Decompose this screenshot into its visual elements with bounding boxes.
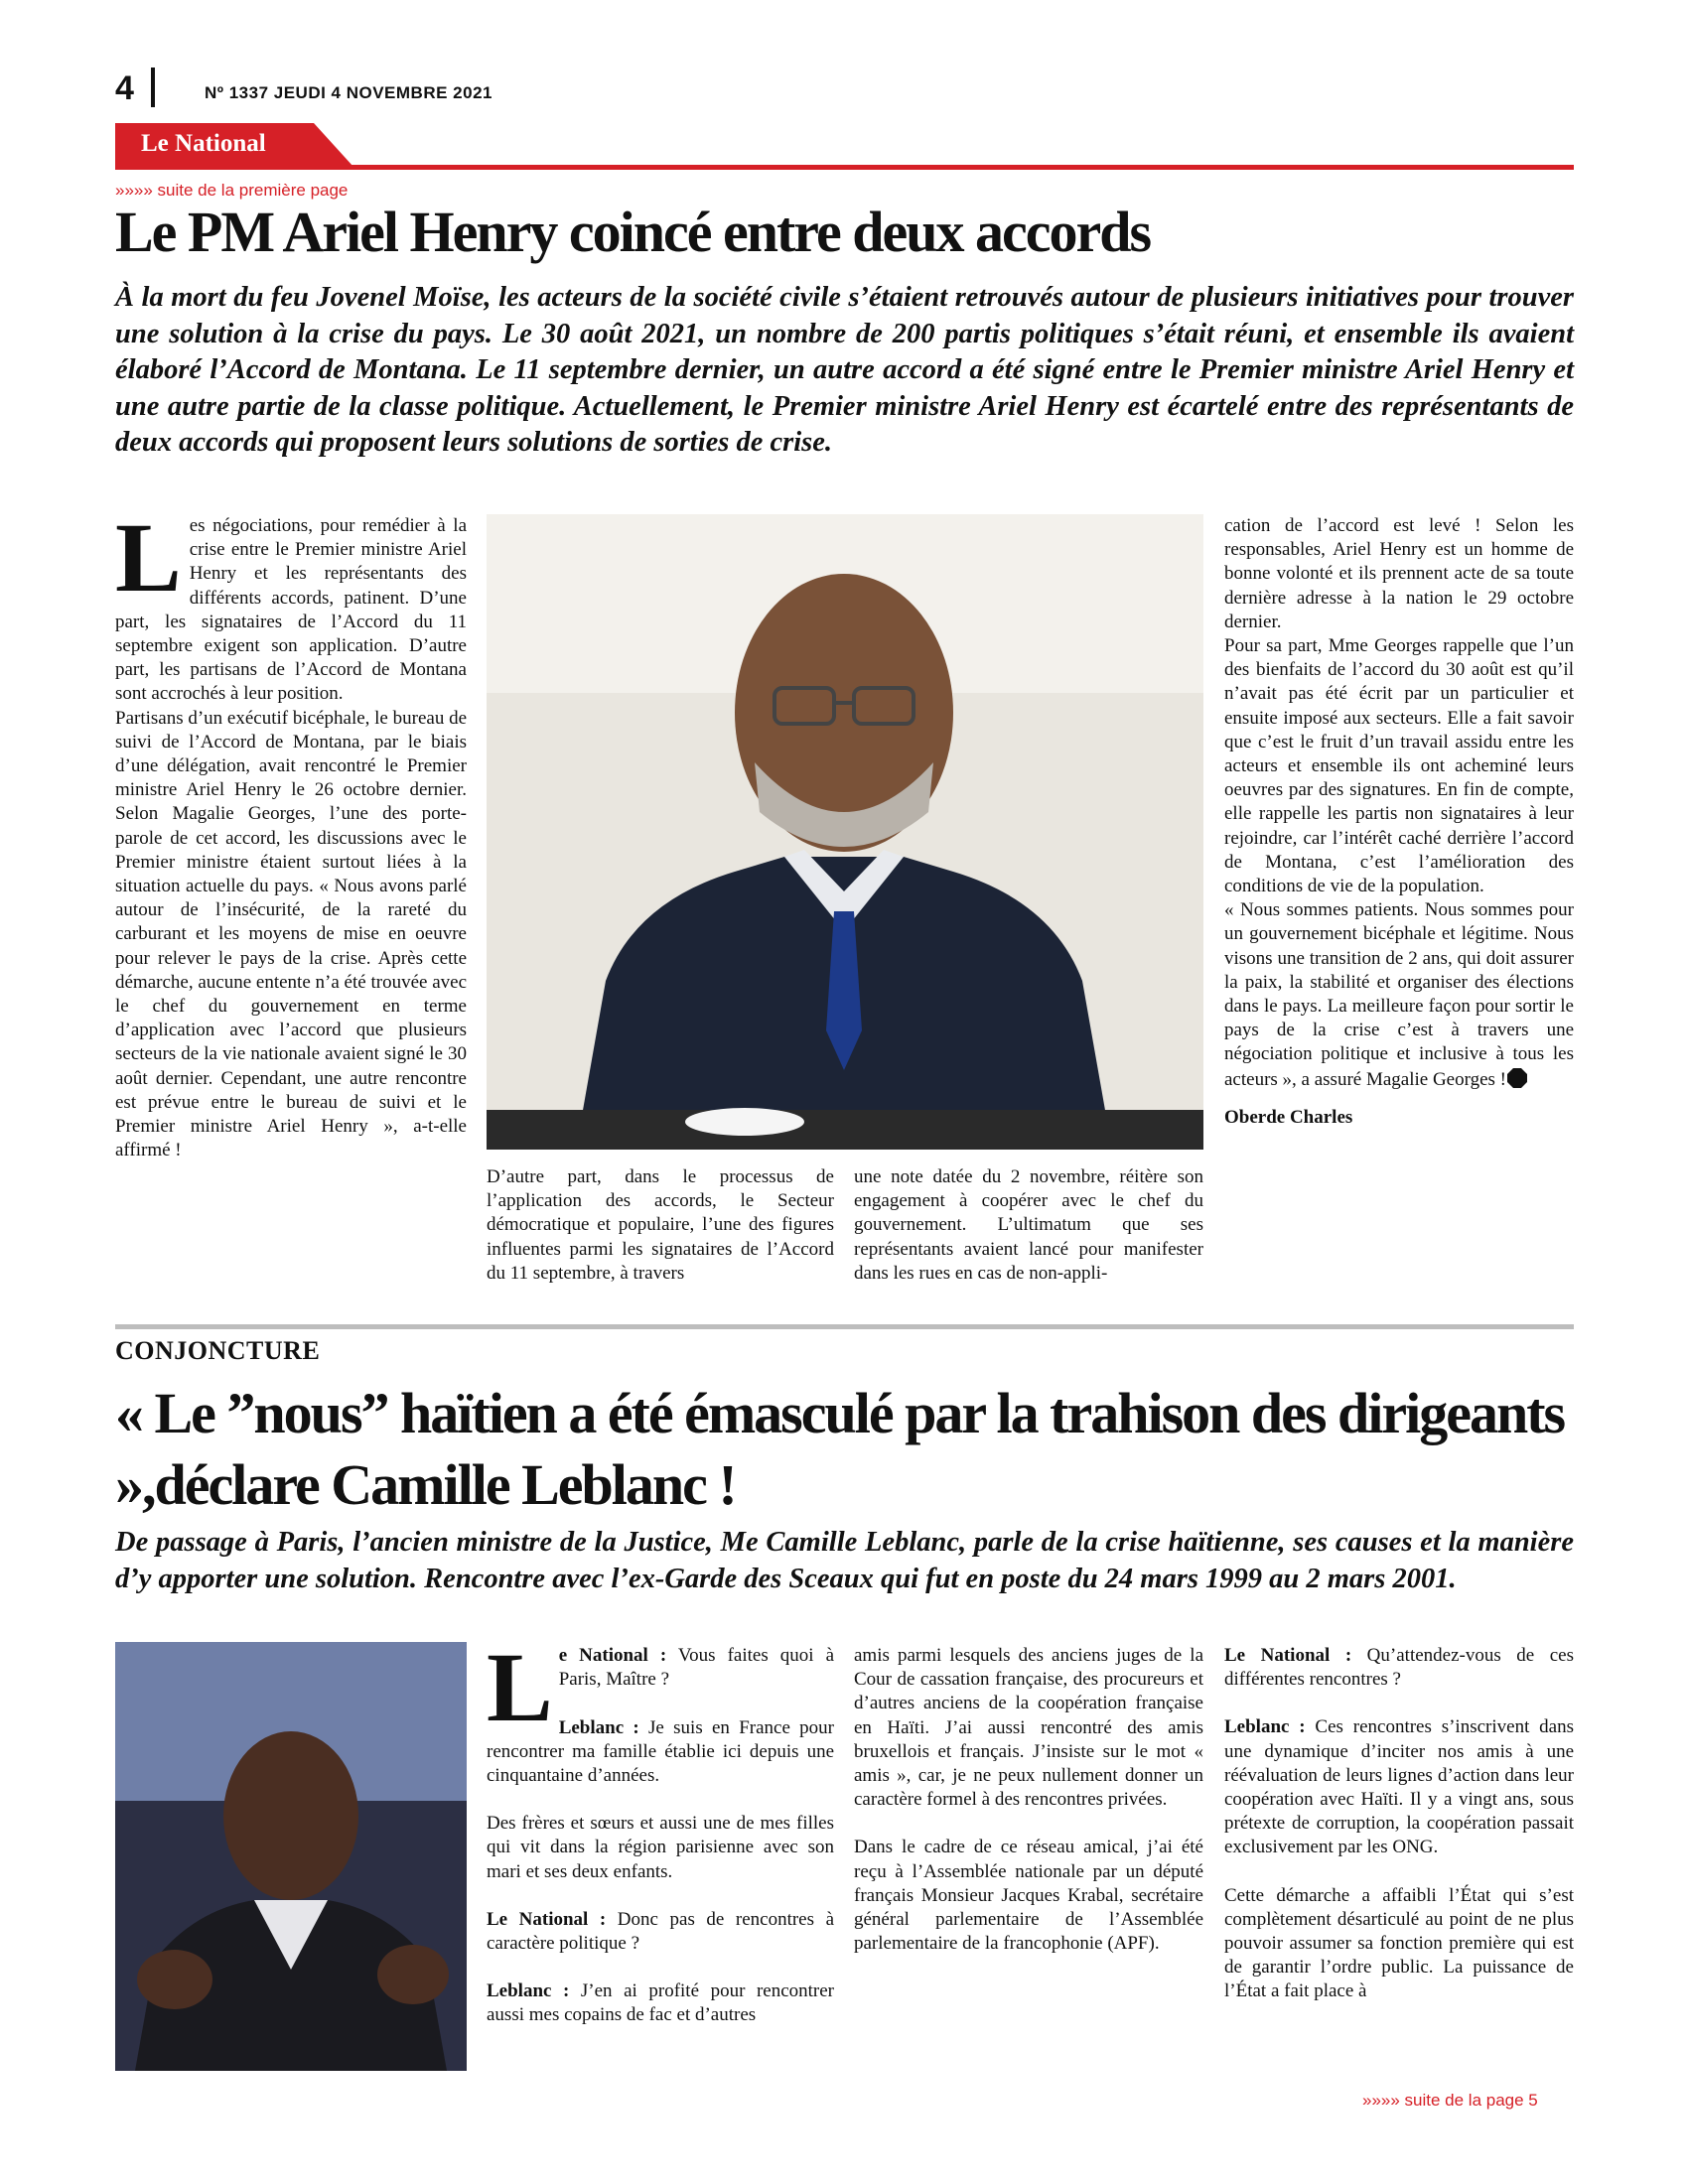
question-text: Donc pas de rencontres à caractère politique ? bbox=[487, 1908, 834, 1955]
answer-text: Je suis en France pour rencontrer ma famille établie ici depuis une cinquantaine d’années. bbox=[487, 1716, 834, 1787]
speaker-label: Le National : bbox=[1224, 1645, 1352, 1666]
article1-column-2b: une note datée du 2 novembre, réitère son engagement à coopérer avec le chef du gouvernement. L’ultimatum que ses représentants avaient lancé pour manifester dans les rues en cas de non-appli- bbox=[854, 1166, 1203, 1284]
header-rule bbox=[115, 165, 1574, 170]
continued-to-link[interactable]: »»»» suite de la page 5 bbox=[1362, 2091, 1538, 2110]
ariel-henry-photo bbox=[487, 514, 1203, 1150]
brand-label: Le National bbox=[141, 130, 266, 157]
article1-column-2a: D’autre part, dans le processus de l’application des accords, le Secteur démocratique et populaire, l’une des figures influentes parmi les signataires de l’Accord du 11 septembre, à travers bbox=[487, 1166, 834, 1284]
article2-column-1 bbox=[487, 1632, 835, 2052]
answer-text: Dans le cadre de ce réseau amical, j’ai été reçu à l’Assemblée nationale par un député français Monsieur Jacques Krabal, secrétaire général parlementaire de l’Assemblée parlementaire de la francophonie (APF). bbox=[854, 1837, 1203, 1955]
section-kicker: CONJONCTURE bbox=[115, 1336, 321, 1365]
question-text: Qu’attendez-vous de ces différentes rencontres ? bbox=[1224, 1645, 1574, 1691]
section-divider bbox=[115, 1324, 1574, 1329]
article2-column-3 bbox=[1224, 1644, 1574, 2028]
page-number-divider bbox=[151, 68, 155, 107]
issue-dateline: Nº 1337 JEUDI 4 NOVEMBRE 2021 bbox=[205, 83, 492, 102]
brand-tab-point bbox=[314, 123, 353, 167]
article1-paragraph: « Nous sommes patients. Nous sommes pour un gouvernement bicéphale et légitime. Nous visons une transition de 2 ans, qui doit assurer la paix, la stabilité et organiser des élections dans le pays. La meilleure façon pour sortir le pays de la crise c’est à travers une négociation politique et inclusive à tous les acteurs », a assuré Magalie Georges ! bbox=[1224, 899, 1574, 1090]
speaker-label: Le National : bbox=[487, 1908, 607, 1930]
article1-paragraph: es négociations, pour remédier à la crise entre le Premier ministre Ariel Henry et les représentants des différents accords, patinent. D’une part, les signataires de l’Accord du 11 septembre exigent son application. D’autre part, les partisans de l’Accord de Montana sont accrochés à leur position. bbox=[115, 515, 467, 705]
article1-column-1 bbox=[115, 502, 467, 1162]
speaker-label: Leblanc : bbox=[558, 1716, 639, 1738]
answer-text: Ces rencontres s’inscrivent dans une dynamique d’inciter nos amis à une réévaluation de leurs lignes d’action dans leur coopération avec Haïti. Il y a vingt ans, sous prétexte de corruption, la coopération passait exclusivement par les ONG. bbox=[1224, 1716, 1574, 1858]
question-text: Vous faites quoi à Paris, Maître ? bbox=[558, 1645, 834, 1691]
speaker-label: Leblanc : bbox=[1224, 1716, 1306, 1738]
speaker-label: Leblanc : bbox=[487, 1980, 570, 2002]
drop-cap: L bbox=[487, 1632, 553, 1742]
answer-text: Cette démarche a affaibli l’État qui s’est complètement désarticulé au point de ne plus pouvoir assumer sa fonction première qui est de garantir l’ordre public. La puissance de l’État a fait place à bbox=[1224, 1884, 1574, 2002]
article2-headline: « Le ”nous” haïtien a été émasculé par la trahison des dirigeants »,déclare Camille Leblanc ! bbox=[115, 1381, 1565, 1517]
drop-cap: L bbox=[115, 502, 182, 613]
answer-text: amis parmi lesquels des anciens juges de la Cour de cassation française, des procureurs et d’autres anciens de la coopération française en Haïti. J’ai aussi rencontré des amis bruxellois et français. J’insiste sur le mot « amis », car, je ne peux nullement donner un caractère formel à des rencontres privées. bbox=[854, 1645, 1203, 1811]
article1-paragraph: Pour sa part, Mme Georges rappelle que l’un des bienfaits de l’accord du 30 août est qu’il n’avait pas été écrit par un particulier et ensuite imposé aux secteurs. Elle a fait savoir que c’est le fruit d’un travail assidu entre les acteurs et ensemble ils ont acheminé leurs oeuvres par des signatures. En fin de compte, elle rappelle les partis non signataires à leur rejoindre, car l’intérêt caché derrière l’accord de Montana, c’est l’amélioration des conditions de vie de la population. bbox=[1224, 635, 1574, 897]
article1-paragraph: Partisans d’un exécutif bicéphale, le bureau de suivi de l’Accord de Montana, par le biais d’une délégation, avait rencontré le Premier ministre Ariel Henry le 26 octobre dernier. Selon Magalie Georges, l’une des porte-parole de cet accord, les discussions avec le Premier ministre étaient surtout liées à la situation actuelle du pays. « Nous avons parlé autour de l’insécurité, de la rareté du carburant et les moyens de mise en oeuvre pour relever le pays de la crise. Après cette démarche, aucune entente n’a été trouvée avec le chef du gouvernement en terme d’application avec l’accord que plusieurs secteurs de la vie nationale avaient signé le 30 août dernier. Cependant, une autre rencontre est prévue entre le bureau de suivi et le Premier ministre Ariel Henry », a-t-elle affirmé ! bbox=[115, 707, 467, 1161]
answer-text: J’en ai profité pour rencontrer aussi mes copains de fac et d’autres bbox=[487, 1980, 835, 2026]
continued-from-link[interactable]: »»»» suite de la première page bbox=[115, 181, 349, 200]
speaker-label: e National : bbox=[558, 1645, 667, 1666]
article1-paragraph: cation de l’accord est levé ! Selon les responsables, Ariel Henry est un homme de bonne volonté et ils prennent acte de sa toute dernière adresse à la nation le 29 octobre dernier. bbox=[1224, 515, 1574, 632]
article2-lead: De passage à Paris, l’ancien ministre de la Justice, Me Camille Leblanc, parle de la crise haïtienne, ses causes et la manière d’y apporter une solution. Rencontre avec l’ex-Garde des Sceaux qui fut en poste du 24 mars 1999 au 2 mars 2001. bbox=[115, 1527, 1574, 1594]
end-mark-icon bbox=[1506, 1067, 1528, 1089]
article1-column-3 bbox=[1224, 514, 1574, 1130]
page-number: 4 bbox=[115, 69, 134, 107]
camille-leblanc-photo bbox=[115, 1642, 467, 2071]
byline: Oberde Charles bbox=[1224, 1106, 1353, 1128]
article1-lead: À la mort du feu Jovenel Moïse, les acteurs de la société civile s’étaient retrouvés autour de plusieurs initiatives pour trouver une solution à la crise du pays. Le 30 août 2021, un nombre de 200 partis politiques s’était réuni, et ensemble ils avaient élaboré l’Accord de Montana. Le 11 septembre dernier, un autre accord a été signé entre le Premier ministre Ariel Henry et une autre partie de la classe politique. Actuellement, le Premier ministre Ariel Henry est écartelé entre des représentants de deux accords qui proposent leurs solutions de sorties de crise. bbox=[115, 282, 1574, 458]
answer-text: Des frères et sœurs et aussi une de mes filles qui vit dans la région parisienne avec son mari et ses deux enfants. bbox=[487, 1813, 834, 1882]
article1-headline: Le PM Ariel Henry coincé entre deux accords bbox=[115, 200, 1151, 264]
article2-column-2 bbox=[854, 1644, 1203, 1979]
